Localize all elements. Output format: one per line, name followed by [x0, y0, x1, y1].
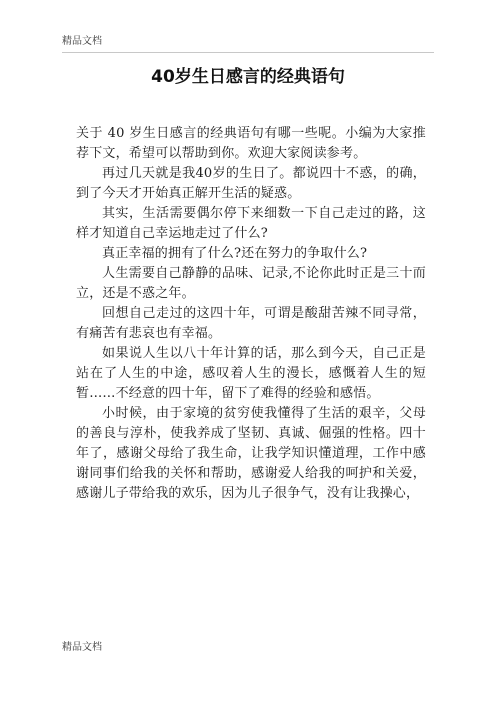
- header-label: 精品文档: [62, 36, 102, 47]
- footer-label: 精品文档: [62, 642, 102, 653]
- paragraph-intro: 关于 40 岁生日感言的经典语句有哪一些呢。小编为大家推荐下文，希望可以帮助到你。欢迎大家阅读参考。: [76, 126, 426, 161]
- header-divider: [62, 52, 434, 53]
- paragraph: 回想自己走过的这四十年，可谓是酸甜苦辣不同寻常，有痛苦有悲哀也有幸福。: [76, 306, 426, 341]
- paragraph: 真正幸福的拥有了什么?还在努力的争取什么?: [102, 246, 368, 261]
- document-title: 40岁生日感言的经典语句: [151, 67, 345, 87]
- paragraph: 人生需要自己静静的品味、记录,不论你此时正是三十而立，还是不惑之年。: [76, 266, 426, 301]
- document-body: [76, 124, 426, 504]
- paragraph: 如果说人生以八十年计算的话，那么到今天，自己正是站在了人生的中途，感叹着人生的漫长，感慨着人生的短暂……不经意的四十年，留下了难得的经验和感悟。: [76, 346, 426, 401]
- paragraph: 小时候，由于家境的贫穷使我懂得了生活的艰辛，父母的善良与淳朴，使我养成了坚韧、真诚、倔强的性格。四十年了，感谢父母给了我生命，让我学知识懂道理，工作中感谢同事们给我的关怀和帮助，感谢爱人给我的呵护和关爱，感谢儿子带给我的欢乐，因为儿子很争气，没有让我操心，: [76, 406, 426, 501]
- paragraph: 其实，生活需要偶尔停下来细数一下自己走过的路，这样才知道自己幸运地走过了什么?: [76, 206, 426, 241]
- paragraph: 再过几天就是我40岁的生日了。都说四十不惑，的确，到了今天才开始真正解开生活的疑惑。: [76, 166, 426, 201]
